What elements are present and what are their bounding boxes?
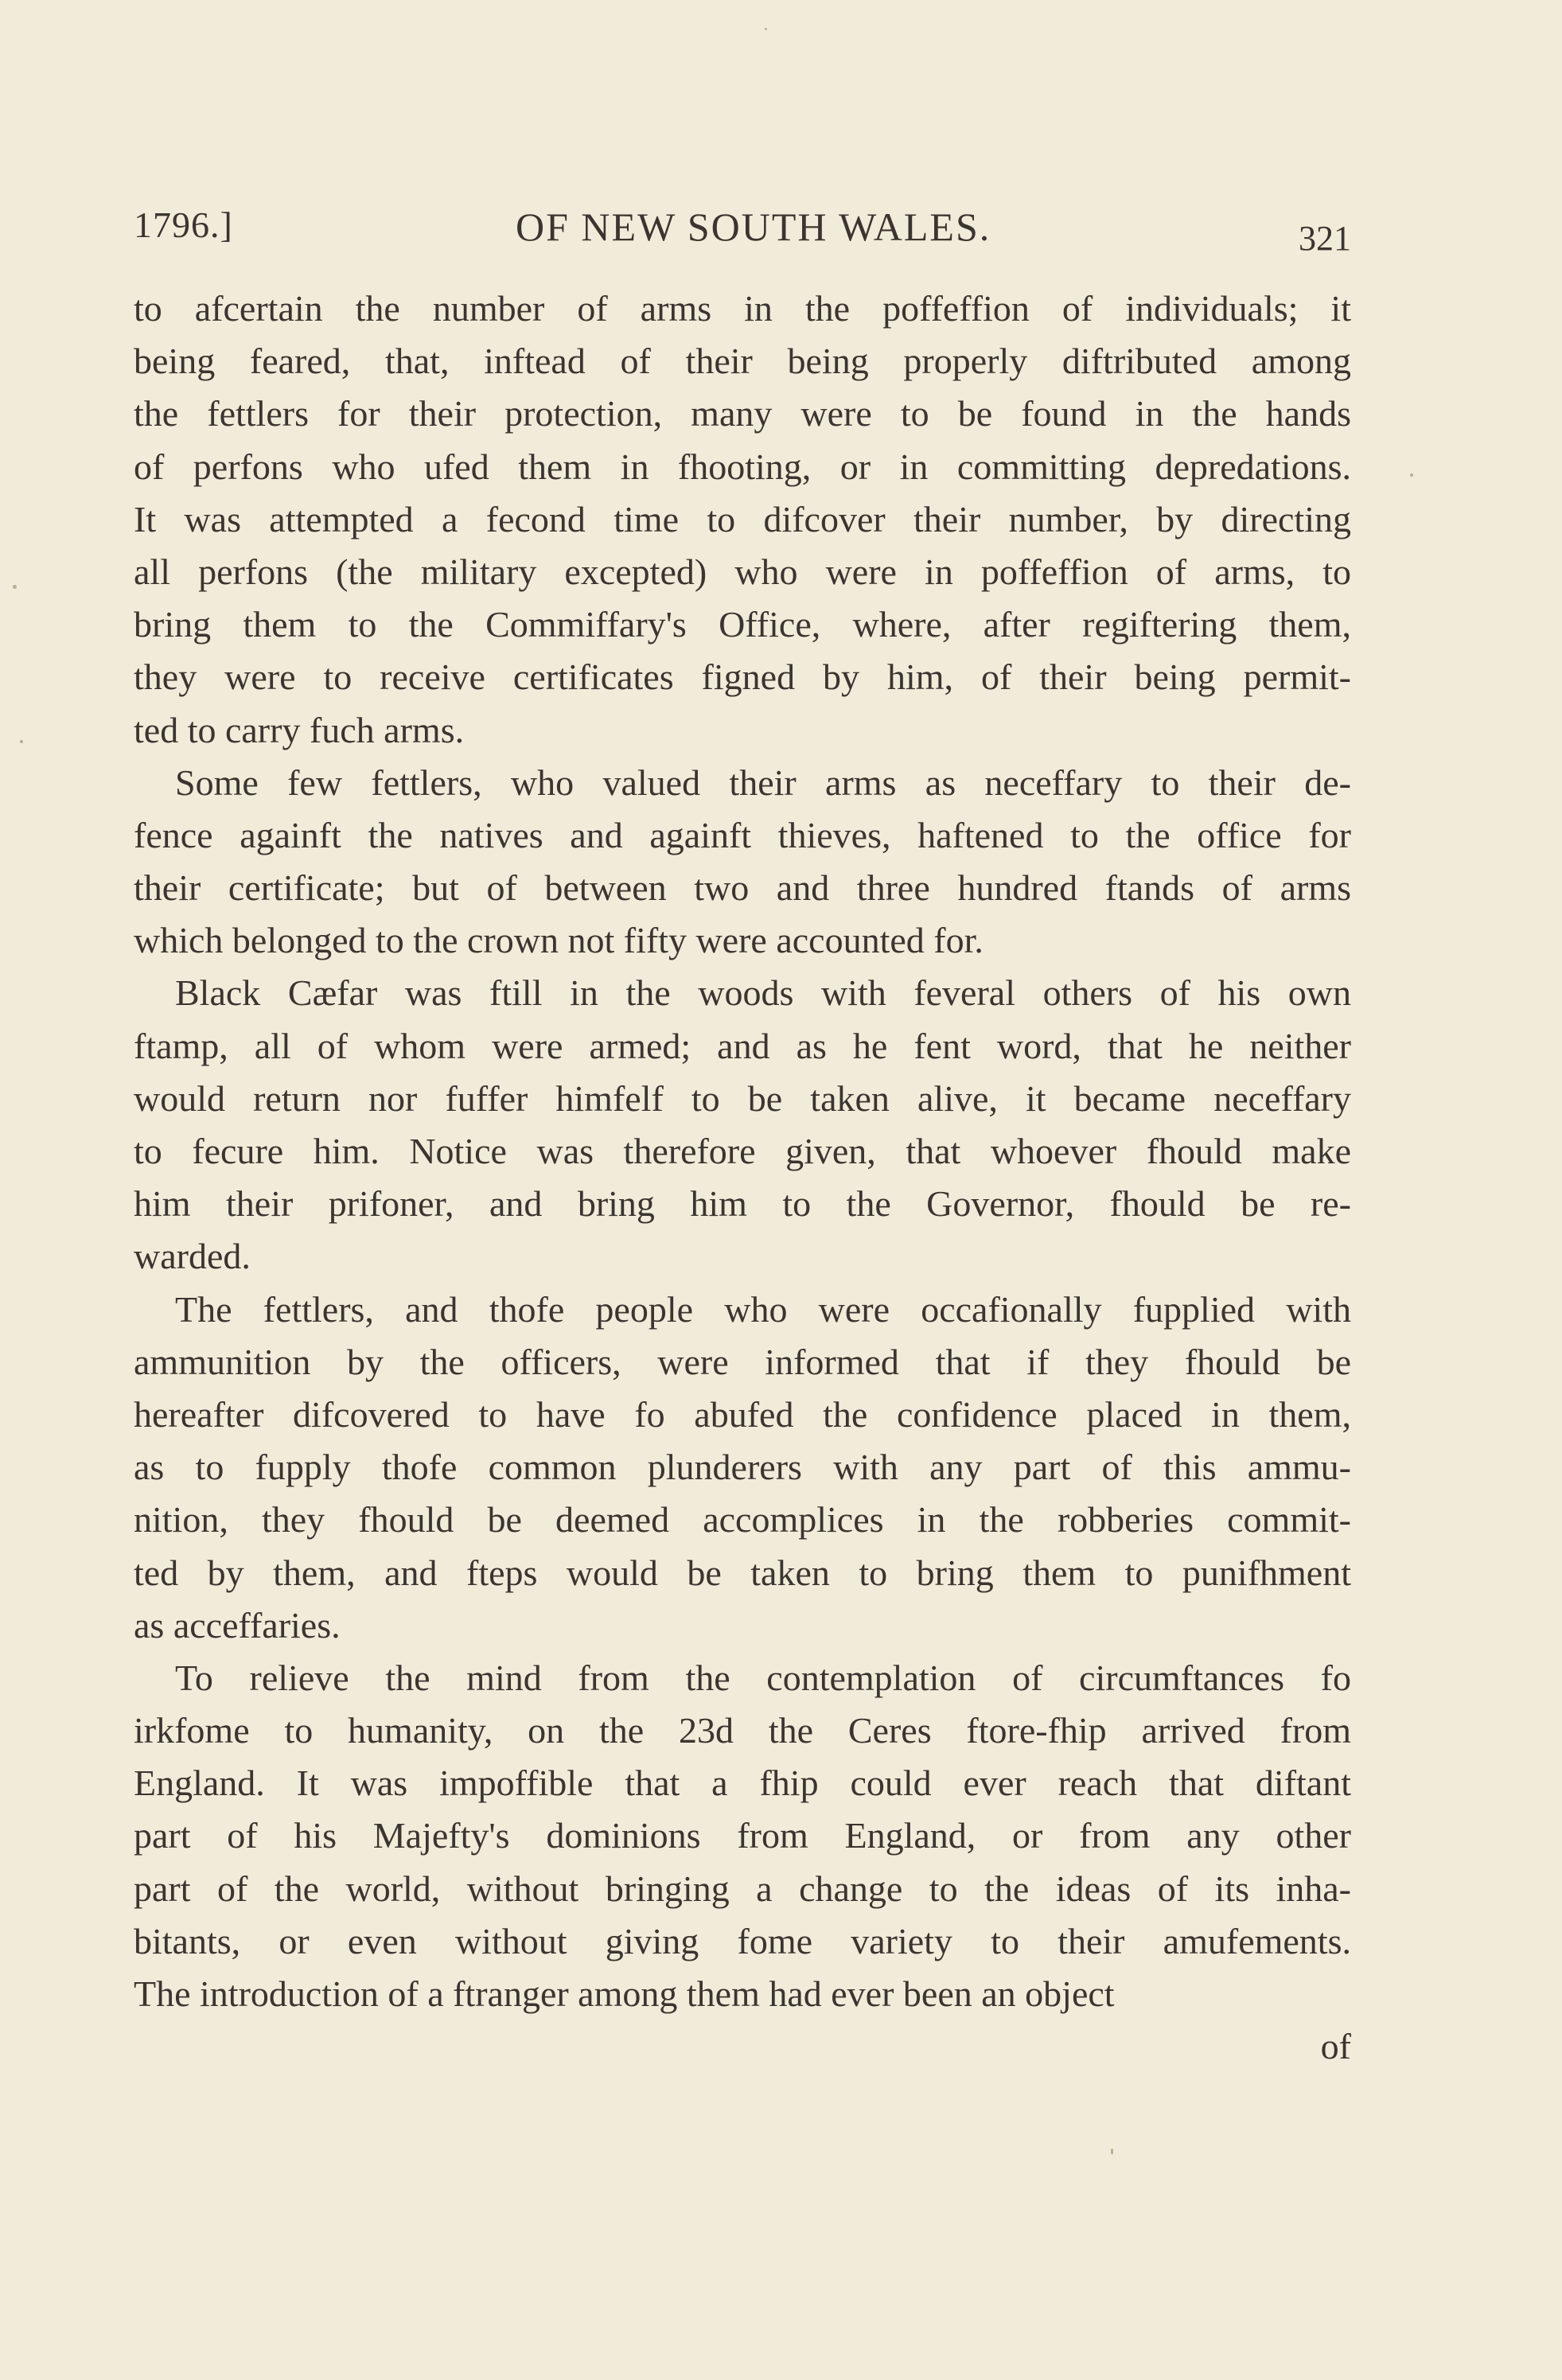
- text-line: Some few fettlers, who valued their arms as neceffary to their de-: [175, 762, 1351, 803]
- paragraph: [134, 282, 1351, 757]
- text-line: ammunition by the officers, were informed that if they fhould be: [134, 1341, 1351, 1382]
- text-line: The fettlers, and thofe people who were occafionally fupplied with: [175, 1288, 1351, 1330]
- text-line: To relieve the mind from the contemplation of circumftances fo: [175, 1657, 1351, 1698]
- text-line: Black Cæfar was ftill in the woods with feveral others of his own: [175, 972, 1351, 1014]
- text-line: being feared, that, inftead of their being properly diftributed among: [134, 341, 1351, 382]
- paper-speck: [765, 28, 767, 30]
- text-line: part of his Majefty's dominions from England, or from any other: [134, 1815, 1351, 1856]
- text-line: The introduction of a ftranger among them had ever been an object: [134, 1973, 1115, 2014]
- paper-speck: [13, 585, 17, 589]
- text-line: part of the world, without bringing a change to the ideas of its inha-: [134, 1868, 1351, 1909]
- paper-speck: [1111, 2148, 1113, 2155]
- text-line: as to fupply thofe common plunderers with any part of this ammu-: [134, 1447, 1351, 1488]
- paragraph: [134, 757, 1351, 968]
- body-text: [134, 282, 1351, 2073]
- catchword: of: [1320, 2026, 1351, 2067]
- running-head-title: OF NEW SOUTH WALES.: [516, 205, 991, 249]
- text-line: hereafter difcovered to have fo abufed the confidence placed in them,: [134, 1393, 1351, 1435]
- text-line: the fettlers for their protection, many were to be found in the hands: [134, 393, 1351, 434]
- text-line: to fecure him. Notice was therefore given, that whoever fhould make: [134, 1131, 1351, 1171]
- text-line: bitants, or even without giving fome variety to their amufements.: [134, 1920, 1351, 1961]
- text-line: It was attempted a fecond time to difcover their number, by directing: [134, 498, 1351, 539]
- text-line: bring them to the Commiffary's Office, where, after regiftering them,: [134, 604, 1351, 645]
- paper-speck: [20, 740, 23, 743]
- paper-speck: [1410, 473, 1413, 477]
- text-line: ftamp, all of whom were armed; and as he fent word, that he neither: [134, 1025, 1351, 1066]
- text-line: warded.: [134, 1236, 251, 1277]
- page-number: 321: [1299, 219, 1351, 258]
- text-line: nition, they fhould be deemed accomplices in the robberies commit-: [134, 1499, 1351, 1541]
- text-line: would return nor fuffer himfelf to be taken alive, it became neceffary: [134, 1077, 1351, 1119]
- text-line: him their prifoner, and bring him to the Governor, fhould be re-: [134, 1183, 1351, 1225]
- text-line: to afcertain the number of arms in the poffeffion of individuals; it: [134, 288, 1351, 329]
- text-line: which belonged to the crown not fifty were accounted for.: [134, 920, 984, 961]
- text-line: ted by them, and fteps would be taken to bring them to punifhment: [134, 1552, 1351, 1593]
- text-line: ted to carry fuch arms.: [134, 709, 465, 750]
- text-line: all perfons (the military excepted) who were in poffeffion of arms, to: [134, 551, 1351, 592]
- running-head-year: 1796.]: [134, 205, 233, 245]
- text-line: England. It was impoffible that a fhip could ever reach that diftant: [134, 1763, 1351, 1804]
- text-line: fence againft the natives and againft thieves, haftened to the office for: [134, 814, 1351, 855]
- text-line: they were to receive certificates figned by him, of their being permit-: [134, 656, 1351, 698]
- paragraph: [134, 1652, 1351, 2020]
- running-head: [134, 199, 1351, 263]
- text-line: irkfome to humanity, on the 23d the Ceres ftore-fhip arrived from: [134, 1710, 1351, 1751]
- paragraph: [134, 1283, 1351, 1652]
- paragraph: [134, 967, 1351, 1283]
- text-line: of perfons who ufed them in fhooting, or in committing depredations.: [134, 446, 1351, 487]
- text-line: their certificate; but of between two and three hundred ftands of arms: [134, 867, 1351, 909]
- text-line: as acceffaries.: [134, 1604, 341, 1646]
